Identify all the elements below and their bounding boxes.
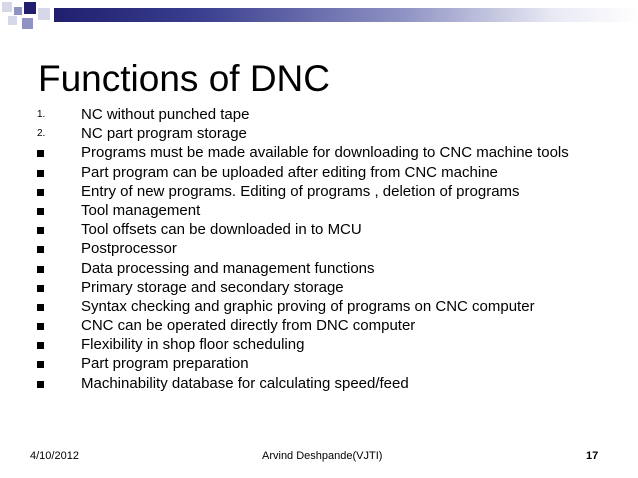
list-item [0,297,638,316]
square-bullet-icon [37,227,44,234]
list-item [0,374,638,393]
square-bullet-icon [37,342,44,349]
footer-author: Arvind Deshpande(VJTI) [262,450,383,462]
decor-square [22,18,33,29]
list-item [0,105,638,124]
square-bullet-icon [37,323,44,330]
list-item-text: Postprocessor [81,240,177,258]
list-item-text: Programs must be made available for downloading to CNC machine tools [81,144,569,162]
square-bullet-icon [37,381,44,388]
list-item [0,220,638,239]
list-item-text: Syntax checking and graphic proving of programs on CNC computer [81,297,535,315]
list-item [0,239,638,258]
list-item [0,124,638,143]
list-item-text: CNC can be operated directly from DNC computer [81,317,416,335]
list-item-text: NC without punched tape [81,106,250,123]
square-bullet-icon [37,208,44,215]
list-item [0,201,638,220]
footer-date: 4/10/2012 [30,450,79,462]
square-bullet-icon [37,170,44,177]
header-gradient-bar [54,8,638,22]
decor-square [24,2,36,14]
list-number: 2. [37,128,46,140]
list-item-text: Part program can be uploaded after editing from CNC machine [81,163,498,181]
decor-square [2,2,12,12]
list-item [0,335,638,354]
square-bullet-icon [37,189,44,196]
list-item [0,182,638,201]
decor-square [38,8,50,20]
list-item-text: Data processing and management functions [81,259,375,277]
square-bullet-icon [37,361,44,368]
bullet-list [0,105,638,393]
slide-title: Functions of DNC [38,58,330,99]
list-item [0,316,638,335]
list-item-text: Part program preparation [81,355,249,373]
list-item-text: NC part program storage [81,125,247,143]
list-item-text: Flexibility in shop floor scheduling [81,336,305,354]
list-item-text: Tool offsets can be downloaded in to MCU [81,221,362,239]
list-item-text: Primary storage and secondary storage [81,278,344,296]
list-item [0,278,638,297]
list-number: 1. [37,109,46,120]
square-bullet-icon [37,266,44,273]
square-bullet-icon [37,150,44,157]
square-bullet-icon [37,304,44,311]
list-item [0,163,638,182]
list-item-text: Machinability database for calculating speed/feed [81,374,409,392]
list-item-text: Entry of new programs. Editing of programs , deletion of programs [81,182,520,200]
decor-square [14,7,22,15]
list-item [0,259,638,278]
list-item [0,143,638,162]
square-bullet-icon [37,285,44,292]
square-bullet-icon [37,246,44,253]
header-decoration [0,0,638,32]
list-item [0,354,638,373]
decor-square [8,16,17,25]
page-number: 17 [586,450,599,462]
list-item-text: Tool management [81,201,201,219]
